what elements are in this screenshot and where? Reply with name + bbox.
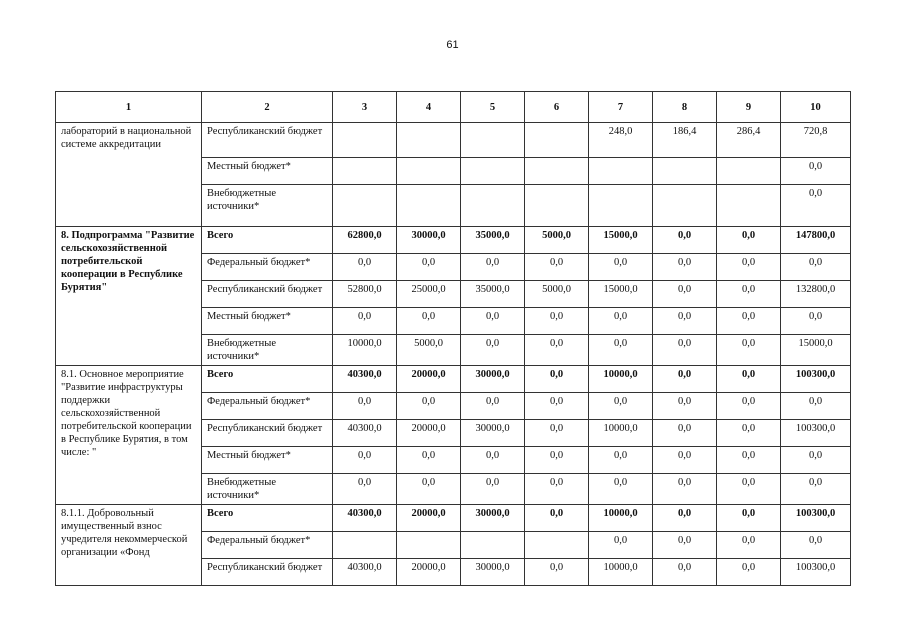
- value-cell: 0,0: [717, 308, 781, 335]
- value-cell: [333, 158, 397, 185]
- value-cell: 0,0: [589, 393, 653, 420]
- value-cell: 0,0: [333, 393, 397, 420]
- value-cell: 0,0: [653, 335, 717, 366]
- value-cell: 0,0: [653, 308, 717, 335]
- value-cell: [525, 123, 589, 158]
- value-cell: 0,0: [781, 158, 851, 185]
- program-name-cell: 8.1.1. Добровольный имущественный взнос учредителя некоммерческой организации «Фонд: [56, 505, 202, 586]
- value-cell: [461, 123, 525, 158]
- value-cell: [397, 532, 461, 559]
- value-cell: 0,0: [525, 447, 589, 474]
- table-row: [56, 123, 851, 158]
- value-cell: 20000,0: [397, 366, 461, 393]
- funding-source-cell: Федеральный бюджет*: [202, 532, 333, 559]
- funding-source-cell: Всего: [202, 227, 333, 254]
- value-cell: 720,8: [781, 123, 851, 158]
- header-cell: 4: [397, 92, 461, 123]
- value-cell: 40300,0: [333, 505, 397, 532]
- value-cell: 10000,0: [589, 420, 653, 447]
- value-cell: 62800,0: [333, 227, 397, 254]
- value-cell: [525, 185, 589, 227]
- value-cell: 40300,0: [333, 420, 397, 447]
- value-cell: [525, 532, 589, 559]
- value-cell: 0,0: [717, 335, 781, 366]
- value-cell: 0,0: [717, 420, 781, 447]
- value-cell: [589, 185, 653, 227]
- program-name-cell: лабораторий в национальной системе аккредитации: [56, 123, 202, 227]
- value-cell: 0,0: [333, 308, 397, 335]
- value-cell: 0,0: [717, 281, 781, 308]
- funding-source-cell: Республиканский бюджет: [202, 123, 333, 158]
- value-cell: 30000,0: [461, 366, 525, 393]
- value-cell: 0,0: [717, 254, 781, 281]
- funding-source-cell: Внебюджетные источники*: [202, 335, 333, 366]
- table-row: [56, 505, 851, 532]
- value-cell: 0,0: [653, 393, 717, 420]
- header-cell: 2: [202, 92, 333, 123]
- funding-source-cell: Местный бюджет*: [202, 158, 333, 185]
- header-cell: 7: [589, 92, 653, 123]
- value-cell: 0,0: [717, 559, 781, 586]
- value-cell: [717, 158, 781, 185]
- value-cell: [461, 185, 525, 227]
- value-cell: 40300,0: [333, 559, 397, 586]
- funding-source-cell: Местный бюджет*: [202, 447, 333, 474]
- value-cell: 0,0: [781, 447, 851, 474]
- value-cell: 30000,0: [397, 227, 461, 254]
- header-cell: 10: [781, 92, 851, 123]
- value-cell: 0,0: [525, 505, 589, 532]
- header-cell: 5: [461, 92, 525, 123]
- value-cell: 35000,0: [461, 281, 525, 308]
- value-cell: 5000,0: [525, 281, 589, 308]
- program-name-cell: 8.1. Основное мероприятие "Развитие инфраструктуры поддержки сельскохозяйственной потребительской кооперации в Республике Бурятия, в том числе: ": [56, 366, 202, 505]
- value-cell: 15000,0: [589, 281, 653, 308]
- value-cell: 0,0: [781, 532, 851, 559]
- value-cell: 0,0: [525, 393, 589, 420]
- value-cell: [333, 185, 397, 227]
- value-cell: 30000,0: [461, 505, 525, 532]
- table-row: [56, 227, 851, 254]
- value-cell: 15000,0: [781, 335, 851, 366]
- value-cell: 0,0: [461, 308, 525, 335]
- header-row: [56, 92, 851, 123]
- table-row: [56, 366, 851, 393]
- program-name-cell: 8. Подпрограмма "Развитие сельскохозяйственной потребительской кооперации в Республике Бурятия": [56, 227, 202, 366]
- value-cell: 25000,0: [397, 281, 461, 308]
- value-cell: 0,0: [525, 474, 589, 505]
- value-cell: 0,0: [525, 559, 589, 586]
- value-cell: 0,0: [653, 366, 717, 393]
- value-cell: 5000,0: [525, 227, 589, 254]
- value-cell: 0,0: [589, 335, 653, 366]
- value-cell: 20000,0: [397, 559, 461, 586]
- value-cell: 0,0: [653, 281, 717, 308]
- value-cell: 0,0: [397, 254, 461, 281]
- funding-source-cell: Всего: [202, 505, 333, 532]
- value-cell: 0,0: [589, 447, 653, 474]
- value-cell: 0,0: [717, 366, 781, 393]
- budget-table: [55, 91, 851, 586]
- funding-source-cell: Внебюджетные источники*: [202, 474, 333, 505]
- value-cell: 10000,0: [589, 366, 653, 393]
- value-cell: 0,0: [525, 420, 589, 447]
- header-cell: 6: [525, 92, 589, 123]
- value-cell: 10000,0: [589, 559, 653, 586]
- value-cell: 0,0: [461, 254, 525, 281]
- header-cell: 9: [717, 92, 781, 123]
- value-cell: [717, 185, 781, 227]
- funding-source-cell: Республиканский бюджет: [202, 420, 333, 447]
- value-cell: 0,0: [717, 532, 781, 559]
- value-cell: 0,0: [461, 447, 525, 474]
- value-cell: 132800,0: [781, 281, 851, 308]
- value-cell: 0,0: [525, 308, 589, 335]
- value-cell: 0,0: [653, 447, 717, 474]
- funding-source-cell: Республиканский бюджет: [202, 281, 333, 308]
- value-cell: 30000,0: [461, 420, 525, 447]
- value-cell: 0,0: [333, 254, 397, 281]
- value-cell: 0,0: [461, 474, 525, 505]
- value-cell: 30000,0: [461, 559, 525, 586]
- value-cell: 0,0: [333, 447, 397, 474]
- value-cell: 100300,0: [781, 420, 851, 447]
- value-cell: 20000,0: [397, 420, 461, 447]
- value-cell: 0,0: [653, 227, 717, 254]
- value-cell: 0,0: [397, 308, 461, 335]
- value-cell: 0,0: [717, 505, 781, 532]
- funding-source-cell: Всего: [202, 366, 333, 393]
- value-cell: [397, 158, 461, 185]
- value-cell: 0,0: [589, 254, 653, 281]
- value-cell: 35000,0: [461, 227, 525, 254]
- value-cell: 20000,0: [397, 505, 461, 532]
- value-cell: 0,0: [525, 254, 589, 281]
- value-cell: 147800,0: [781, 227, 851, 254]
- value-cell: 0,0: [333, 474, 397, 505]
- value-cell: [653, 158, 717, 185]
- value-cell: 0,0: [717, 447, 781, 474]
- value-cell: 0,0: [781, 474, 851, 505]
- header-cell: 8: [653, 92, 717, 123]
- value-cell: 0,0: [461, 393, 525, 420]
- funding-source-cell: Местный бюджет*: [202, 308, 333, 335]
- value-cell: 286,4: [717, 123, 781, 158]
- value-cell: 0,0: [717, 393, 781, 420]
- funding-source-cell: Республиканский бюджет: [202, 559, 333, 586]
- page-number: 61: [446, 39, 459, 51]
- value-cell: 0,0: [717, 227, 781, 254]
- value-cell: 0,0: [589, 308, 653, 335]
- funding-source-cell: Федеральный бюджет*: [202, 393, 333, 420]
- value-cell: 0,0: [397, 474, 461, 505]
- value-cell: [589, 158, 653, 185]
- value-cell: 0,0: [525, 366, 589, 393]
- header-cell: 3: [333, 92, 397, 123]
- value-cell: 10000,0: [333, 335, 397, 366]
- value-cell: 0,0: [653, 532, 717, 559]
- value-cell: 0,0: [525, 335, 589, 366]
- value-cell: 0,0: [717, 474, 781, 505]
- funding-source-cell: Внебюджетные источники*: [202, 185, 333, 227]
- value-cell: 0,0: [653, 505, 717, 532]
- value-cell: 0,0: [781, 254, 851, 281]
- value-cell: 0,0: [589, 474, 653, 505]
- value-cell: [397, 123, 461, 158]
- value-cell: 100300,0: [781, 559, 851, 586]
- value-cell: 15000,0: [589, 227, 653, 254]
- value-cell: 100300,0: [781, 505, 851, 532]
- value-cell: [397, 185, 461, 227]
- value-cell: 0,0: [397, 393, 461, 420]
- value-cell: 10000,0: [589, 505, 653, 532]
- value-cell: 5000,0: [397, 335, 461, 366]
- value-cell: 0,0: [397, 447, 461, 474]
- value-cell: 0,0: [781, 185, 851, 227]
- value-cell: 0,0: [461, 335, 525, 366]
- value-cell: 186,4: [653, 123, 717, 158]
- value-cell: 100300,0: [781, 366, 851, 393]
- value-cell: [525, 158, 589, 185]
- value-cell: 248,0: [589, 123, 653, 158]
- value-cell: [461, 158, 525, 185]
- value-cell: 0,0: [653, 420, 717, 447]
- value-cell: 52800,0: [333, 281, 397, 308]
- value-cell: [333, 123, 397, 158]
- funding-source-cell: Федеральный бюджет*: [202, 254, 333, 281]
- value-cell: 0,0: [781, 393, 851, 420]
- value-cell: 0,0: [589, 532, 653, 559]
- value-cell: [653, 185, 717, 227]
- header-cell: 1: [56, 92, 202, 123]
- value-cell: 0,0: [781, 308, 851, 335]
- value-cell: [333, 532, 397, 559]
- value-cell: [461, 532, 525, 559]
- value-cell: 0,0: [653, 474, 717, 505]
- value-cell: 0,0: [653, 254, 717, 281]
- value-cell: 0,0: [653, 559, 717, 586]
- value-cell: 40300,0: [333, 366, 397, 393]
